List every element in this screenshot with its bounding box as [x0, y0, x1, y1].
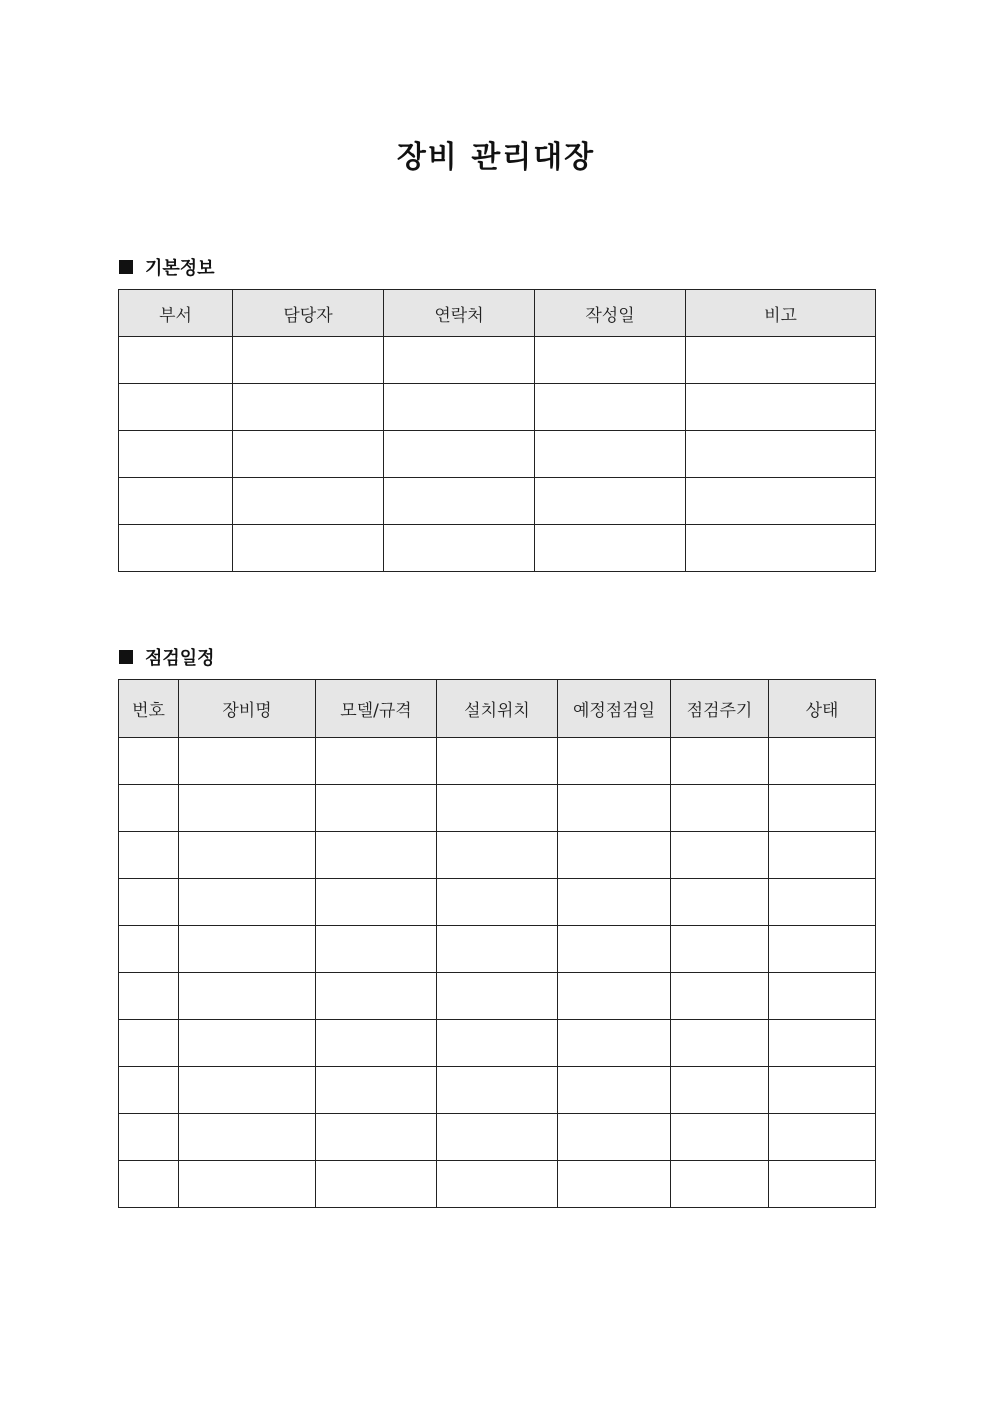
- basic-info-cell[interactable]: [686, 384, 876, 431]
- inspection-schedule-cell[interactable]: [671, 926, 769, 973]
- table-row: [119, 525, 876, 572]
- inspection-schedule-column-header: 설치위치: [437, 680, 558, 738]
- inspection-schedule-cell[interactable]: [671, 1067, 769, 1114]
- inspection-schedule-cell[interactable]: [119, 926, 179, 973]
- inspection-schedule-cell[interactable]: [769, 1114, 876, 1161]
- inspection-schedule-cell[interactable]: [558, 785, 671, 832]
- basic-info-cell[interactable]: [535, 384, 686, 431]
- inspection-schedule-cell[interactable]: [179, 926, 316, 973]
- basic-info-cell[interactable]: [535, 431, 686, 478]
- inspection-schedule-cell[interactable]: [437, 1020, 558, 1067]
- basic-info-cell[interactable]: [686, 431, 876, 478]
- square-bullet-icon: [119, 650, 133, 664]
- basic-info-cell[interactable]: [535, 525, 686, 572]
- basic-info-cell[interactable]: [119, 431, 233, 478]
- inspection-schedule-cell[interactable]: [119, 879, 179, 926]
- basic-info-cell[interactable]: [233, 384, 384, 431]
- inspection-schedule-cell[interactable]: [316, 1020, 437, 1067]
- inspection-schedule-cell[interactable]: [671, 738, 769, 785]
- table-row: [119, 1067, 876, 1114]
- inspection-schedule-cell[interactable]: [671, 785, 769, 832]
- inspection-schedule-cell[interactable]: [179, 879, 316, 926]
- inspection-schedule-cell[interactable]: [119, 1114, 179, 1161]
- inspection-schedule-cell[interactable]: [119, 1020, 179, 1067]
- inspection-schedule-cell[interactable]: [769, 785, 876, 832]
- inspection-schedule-column-header: 장비명: [179, 680, 316, 738]
- basic-info-column-header: 비고: [686, 290, 876, 337]
- inspection-schedule-cell[interactable]: [316, 1161, 437, 1208]
- inspection-schedule-cell[interactable]: [179, 832, 316, 879]
- inspection-schedule-cell[interactable]: [119, 832, 179, 879]
- inspection-schedule-cell[interactable]: [671, 879, 769, 926]
- table-row: [119, 478, 876, 525]
- inspection-schedule-table: [118, 679, 876, 1208]
- basic-info-cell[interactable]: [119, 384, 233, 431]
- inspection-schedule-cell[interactable]: [179, 1067, 316, 1114]
- inspection-schedule-cell[interactable]: [671, 973, 769, 1020]
- inspection-schedule-cell[interactable]: [119, 973, 179, 1020]
- inspection-schedule-cell[interactable]: [316, 1114, 437, 1161]
- table-row: [119, 738, 876, 785]
- inspection-schedule-cell[interactable]: [119, 1067, 179, 1114]
- document-title: 장비 관리대장: [396, 140, 596, 175]
- inspection-schedule-cell[interactable]: [558, 1114, 671, 1161]
- table-row: [119, 431, 876, 478]
- basic-info-cell[interactable]: [384, 525, 535, 572]
- inspection-schedule-cell[interactable]: [671, 1161, 769, 1208]
- table-row: [119, 879, 876, 926]
- square-bullet-icon: [119, 260, 133, 274]
- inspection-schedule-cell[interactable]: [769, 832, 876, 879]
- table-row: [119, 1114, 876, 1161]
- inspection-schedule-cell[interactable]: [316, 879, 437, 926]
- inspection-schedule-cell[interactable]: [558, 973, 671, 1020]
- basic-info-header-row: [119, 290, 876, 337]
- inspection-schedule-cell[interactable]: [769, 1020, 876, 1067]
- inspection-schedule-cell[interactable]: [769, 926, 876, 973]
- inspection-schedule-cell[interactable]: [437, 1161, 558, 1208]
- inspection-schedule-cell[interactable]: [437, 738, 558, 785]
- inspection-schedule-cell[interactable]: [316, 926, 437, 973]
- basic-info-cell[interactable]: [384, 384, 535, 431]
- table-row: [119, 337, 876, 384]
- inspection-schedule-cell[interactable]: [437, 973, 558, 1020]
- basic-info-cell[interactable]: [119, 525, 233, 572]
- inspection-schedule-cell[interactable]: [437, 1067, 558, 1114]
- inspection-schedule-column-header: 점검주기: [671, 680, 769, 738]
- inspection-schedule-column-header: 상태: [769, 680, 876, 738]
- inspection-schedule-cell[interactable]: [671, 832, 769, 879]
- inspection-schedule-cell[interactable]: [316, 973, 437, 1020]
- inspection-schedule-heading-label: 점검일정: [145, 648, 215, 669]
- inspection-schedule-cell[interactable]: [558, 1020, 671, 1067]
- basic-info-cell[interactable]: [384, 431, 535, 478]
- basic-info-cell[interactable]: [233, 431, 384, 478]
- inspection-schedule-cell[interactable]: [671, 1114, 769, 1161]
- inspection-schedule-cell[interactable]: [119, 785, 179, 832]
- inspection-schedule-cell[interactable]: [769, 738, 876, 785]
- basic-info-cell[interactable]: [535, 478, 686, 525]
- inspection-schedule-cell[interactable]: [179, 1161, 316, 1208]
- basic-info-column-header: 담당자: [233, 290, 384, 337]
- inspection-schedule-cell[interactable]: [671, 1020, 769, 1067]
- basic-info-cell[interactable]: [233, 478, 384, 525]
- basic-info-cell[interactable]: [686, 478, 876, 525]
- basic-info-cell[interactable]: [686, 525, 876, 572]
- table-row: [119, 1020, 876, 1067]
- basic-info-cell[interactable]: [384, 337, 535, 384]
- inspection-schedule-cell[interactable]: [316, 785, 437, 832]
- inspection-schedule-cell[interactable]: [316, 1067, 437, 1114]
- inspection-schedule-cell[interactable]: [316, 832, 437, 879]
- inspection-schedule-column-header: 번호: [119, 680, 179, 738]
- inspection-schedule-column-header: 모델/규격: [316, 680, 437, 738]
- basic-info-column-header: 부서: [119, 290, 233, 337]
- inspection-schedule-cell[interactable]: [769, 1161, 876, 1208]
- table-row: [119, 926, 876, 973]
- inspection-schedule-column-header: 예정점검일: [558, 680, 671, 738]
- inspection-schedule-cell[interactable]: [437, 926, 558, 973]
- inspection-schedule-cell[interactable]: [179, 1114, 316, 1161]
- table-row: [119, 384, 876, 431]
- inspection-schedule-cell[interactable]: [558, 832, 671, 879]
- basic-info-cell[interactable]: [686, 337, 876, 384]
- inspection-schedule-cell[interactable]: [437, 832, 558, 879]
- basic-info-cell[interactable]: [119, 478, 233, 525]
- inspection-schedule-cell[interactable]: [316, 738, 437, 785]
- inspection-schedule-cell[interactable]: [179, 973, 316, 1020]
- inspection-schedule-cell[interactable]: [437, 785, 558, 832]
- basic-info-body: [119, 337, 876, 572]
- inspection-schedule-cell[interactable]: [119, 1161, 179, 1208]
- table-row: [119, 785, 876, 832]
- basic-info-cell[interactable]: [384, 478, 535, 525]
- basic-info-table: [118, 289, 876, 572]
- inspection-schedule-cell[interactable]: [437, 879, 558, 926]
- basic-info-cell[interactable]: [119, 337, 233, 384]
- inspection-schedule-cell[interactable]: [769, 973, 876, 1020]
- inspection-schedule-cell[interactable]: [558, 1067, 671, 1114]
- inspection-schedule-cell[interactable]: [179, 785, 316, 832]
- basic-info-heading: [119, 254, 215, 280]
- inspection-schedule-cell[interactable]: [558, 879, 671, 926]
- inspection-schedule-cell[interactable]: [179, 738, 316, 785]
- inspection-schedule-cell[interactable]: [558, 926, 671, 973]
- basic-info-cell[interactable]: [233, 337, 384, 384]
- inspection-schedule-cell[interactable]: [558, 738, 671, 785]
- basic-info-column-header: 작성일: [535, 290, 686, 337]
- inspection-schedule-cell[interactable]: [119, 738, 179, 785]
- inspection-schedule-cell[interactable]: [558, 1161, 671, 1208]
- inspection-schedule-cell[interactable]: [437, 1114, 558, 1161]
- table-row: [119, 1161, 876, 1208]
- table-row: [119, 973, 876, 1020]
- inspection-schedule-cell[interactable]: [769, 879, 876, 926]
- inspection-schedule-cell[interactable]: [179, 1020, 316, 1067]
- inspection-schedule-cell[interactable]: [769, 1067, 876, 1114]
- table-row: [119, 832, 876, 879]
- basic-info-cell[interactable]: [535, 337, 686, 384]
- inspection-schedule-header-row: [119, 680, 876, 738]
- inspection-schedule-body: [119, 738, 876, 1208]
- basic-info-heading-label: 기본정보: [145, 258, 215, 279]
- basic-info-cell[interactable]: [233, 525, 384, 572]
- basic-info-column-header: 연락처: [384, 290, 535, 337]
- inspection-schedule-heading: [119, 644, 215, 670]
